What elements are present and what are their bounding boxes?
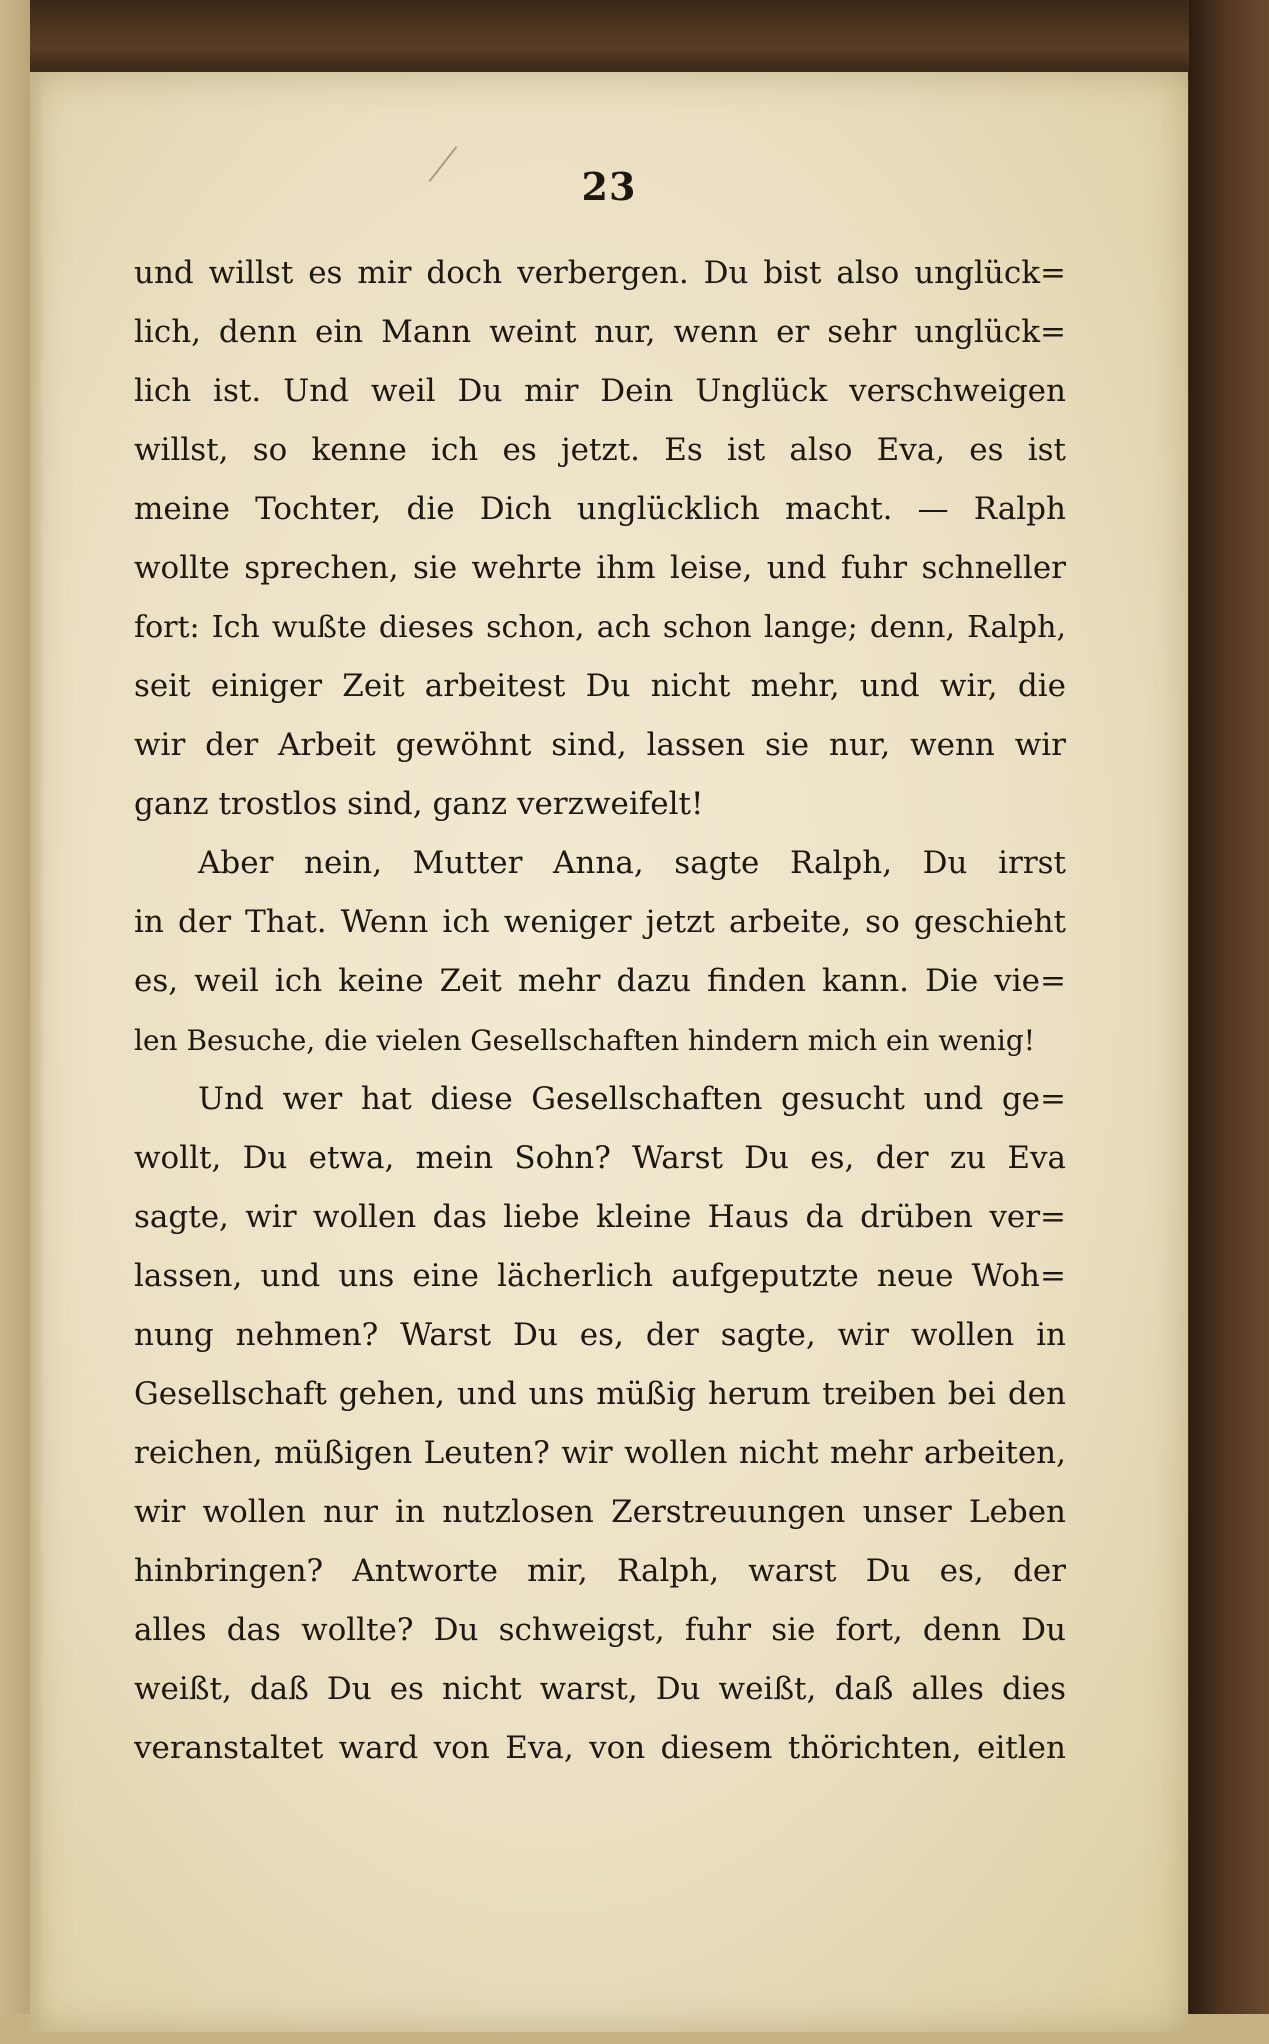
text-line: wollte sprechen, sie wehrte ihm leise, und fuhr schneller [134, 550, 1066, 586]
text-line: Und wer hat diese Gesellschaften gesucht und ge= [198, 1081, 1066, 1117]
text-line: seit einiger Zeit arbeitest Du nicht mehr, und wir, die [134, 668, 1066, 704]
text-line: lich, denn ein Mann weint nur, wenn er sehr unglück= [134, 314, 1066, 350]
page-number: 23 [581, 164, 637, 209]
book-cover-right [1189, 0, 1269, 2044]
text-line: wir der Arbeit gewöhnt sind, lassen sie nur, wenn wir [134, 727, 1066, 763]
text-line: weißt, daß Du es nicht warst, Du weißt, daß alles dies [134, 1671, 1066, 1707]
adjacent-page-edge [0, 0, 30, 2044]
text-line: es, weil ich keine Zeit mehr dazu finden kann. Die vie= [134, 963, 1066, 999]
text-line: ganz trostlos sind, ganz verzweifelt! [134, 786, 704, 822]
text-line: Gesellschaft gehen, und uns müßig herum treiben bei den [134, 1376, 1066, 1412]
text-line: wollt, Du etwa, mein Sohn? Warst Du es, der zu Eva [134, 1140, 1066, 1176]
text-line: meine Tochter, die Dich unglücklich macht. — Ralph [134, 491, 1066, 527]
text-line: lassen, und uns eine lächerlich aufgeputzte neue Woh= [134, 1258, 1066, 1294]
book-cover-top [0, 0, 1269, 80]
text-line: reichen, müßigen Leuten? wir wollen nicht mehr arbeiten, [134, 1435, 1066, 1471]
text-line: fort: Ich wußte dieses schon, ach schon lange; denn, Ralph, [134, 610, 1066, 645]
text-line: nung nehmen? Warst Du es, der sagte, wir wollen in [134, 1317, 1066, 1353]
text-line: alles das wollte? Du schweigst, fuhr sie fort, denn Du [134, 1612, 1066, 1648]
text-line: veranstaltet ward von Eva, von diesem thörichten, eitlen [134, 1730, 1066, 1766]
text-line: und willst es mir doch verbergen. Du bist also unglück= [134, 255, 1066, 291]
page-gutter-shadow [30, 72, 44, 2032]
text-line: Aber nein, Mutter Anna, sagte Ralph, Du irrst [198, 845, 1066, 881]
text-line: in der That. Wenn ich weniger jetzt arbeite, so geschieht [134, 904, 1066, 940]
body-text [134, 244, 1066, 1778]
text-line: wir wollen nur in nutzlosen Zerstreuungen unser Leben [134, 1494, 1066, 1530]
book-page [30, 72, 1188, 2032]
text-line: lich ist. Und weil Du mir Dein Unglück verschweigen [134, 373, 1066, 409]
text-line: willst, so kenne ich es jetzt. Es ist also Eva, es ist [134, 432, 1066, 468]
text-line: sagte, wir wollen das liebe kleine Haus da drüben ver= [134, 1199, 1066, 1235]
text-line: hinbringen? Antworte mir, Ralph, warst Du es, der [134, 1553, 1066, 1589]
text-line: len Besuche, die vielen Gesellschaften hindern mich ein wenig! [134, 1024, 1036, 1057]
